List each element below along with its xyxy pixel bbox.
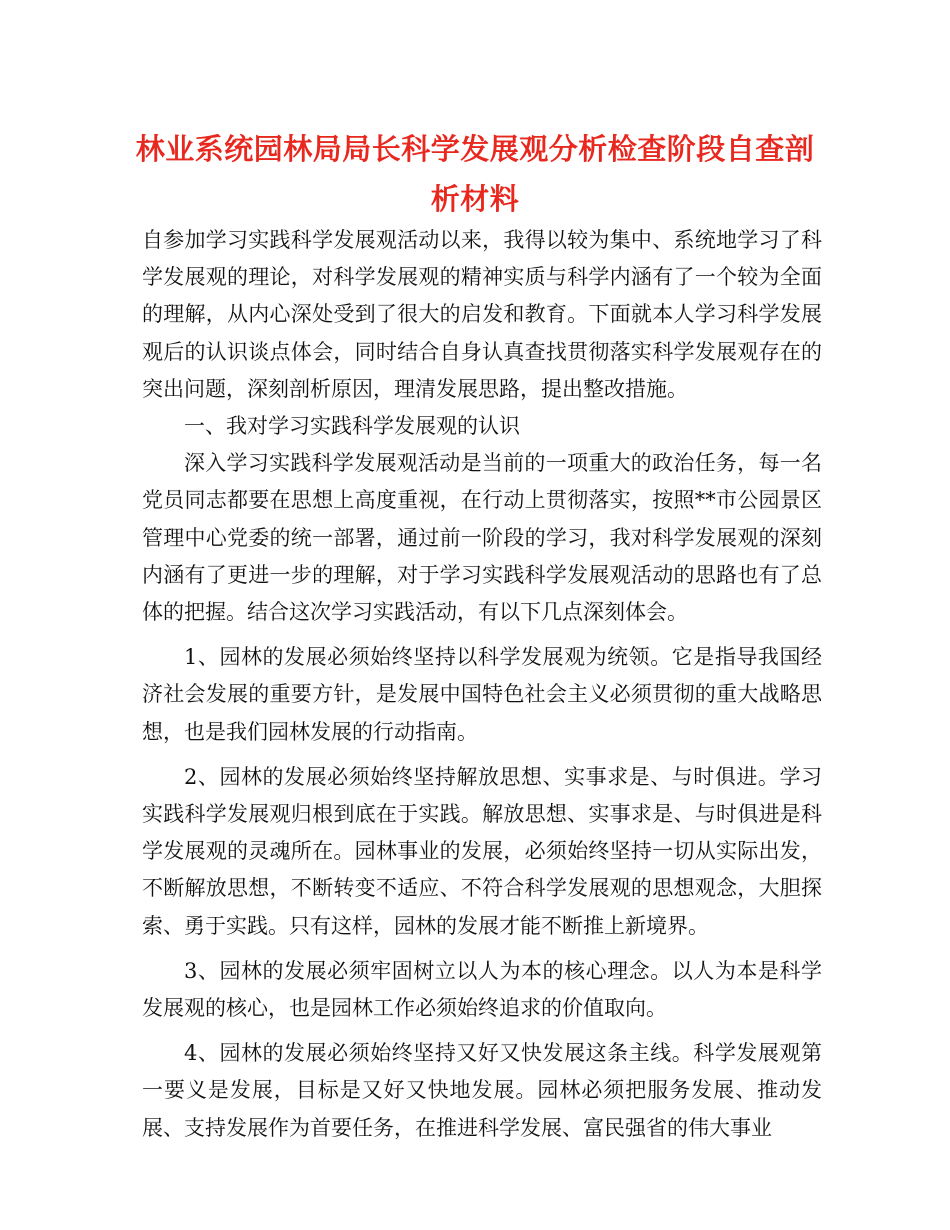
- document-title: 林业系统园林局局长科学发展观分析检查阶段自查剖析材料: [135, 132, 815, 216]
- paragraph-point-3: 3、园林的发展必须牢固树立以人为本的核心理念。以人为本是科学发展观的核心，也是园林工作必须始终追求的价值取向。: [142, 958, 822, 1021]
- section-heading-1: 一、我对学习实践科学发展观的认识: [184, 414, 520, 439]
- document-body: [142, 222, 822, 1147]
- paragraph-point-2: 2、园林的发展必须始终坚持解放思想、实事求是、与时俱进。学习实践科学发展观归根到底在于实践。解放思想、实事求是、与时俱进是科学发展观的灵魂所在。园林事业的发展，必须始终坚持一切从实际出发，不断解放思想，不断转变不适应、不符合科学发展观的思想观念，大胆探索、勇于实践。只有这样，园林的发展才能不断推上新境界。: [142, 764, 822, 938]
- paragraph-point-1: 1、园林的发展必须始终坚持以科学发展观为统领。它是指导我国经济社会发展的重要方针，是发展中国特色社会主义必须贯彻的重大战略思想，也是我们园林发展的行动指南。: [142, 645, 822, 744]
- paragraph-point-4: 4、园林的发展必须始终坚持又好又快发展这条主线。科学发展观第一要义是发展，目标是又好又快地发展。园林必须把服务发展、推动发展、支持发展作为首要任务，在推进科学发展、富民强省的伟大事业: [142, 1041, 822, 1140]
- paragraph-section-1: 深入学习实践科学发展观活动是当前的一项重大的政治任务，每一名党员同志都要在思想上高度重视，在行动上贯彻落实，按照**市公园景区管理中心党委的统一部署，通过前一阶段的学习，我对科学发展观的深刻内涵有了更进一步的理解，对于学习实践科学发展观活动的思路也有了总体的把握。结合这次学习实践活动，有以下几点深刻体会。: [142, 451, 822, 625]
- paragraph-intro: 自参加学习实践科学发展观活动以来，我得以较为集中、系统地学习了科学发展观的理论，对科学发展观的精神实质与科学内涵有了一个较为全面的理解，从内心深处受到了很大的启发和教育。下面就本人学习科学发展观后的认识谈点体会，同时结合自身认真查找贯彻落实科学发展观存在的突出问题，深刻剖析原因，理清发展思路，提出整改措施。: [142, 228, 822, 401]
